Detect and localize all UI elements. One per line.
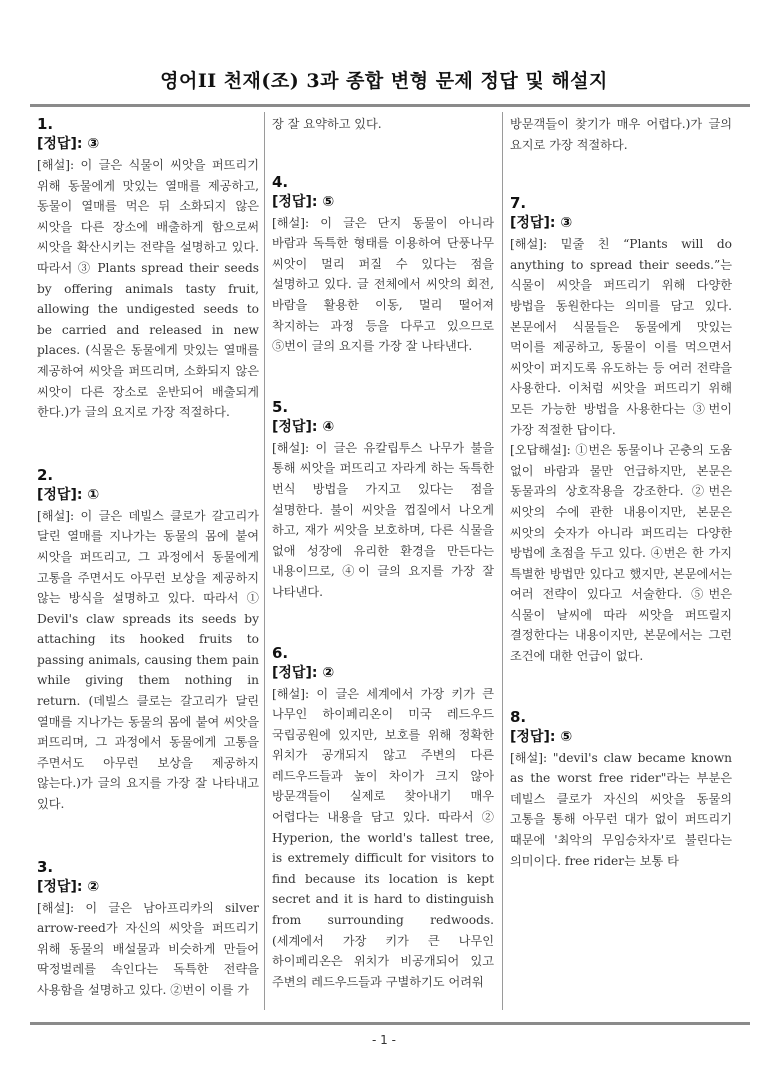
question-block [37,114,259,423]
bottom-rule [30,1022,750,1025]
explanation-text: [해설]: 밑줄 친 “Plants will do anything to spread their seeds.”는 식물이 씨앗을 퍼뜨리기 위해 다양한 방법을 동원한다는 의미를 담고 있다. 본문에서 식물들은 동물에게 맛있는 먹이를 제공하고, 동물이 이를 먹으면서 씨앗이 퍼지도록 유도하는 등 여러 전략을 사용한다. 이처럼 씨앗을 퍼뜨리기 위해 모든 가능한 방법을 사용한다는 ③번이 가장 적절한 답이다. [510,237,732,437]
answer-label: [정답]: ② [272,664,335,681]
question-block [272,397,494,603]
explanation-text: [해설]: 이 글은 유칼립투스 나무가 불을 통해 씨앗을 퍼뜨리고 자라게 하는 독특한 번식 방법을 가지고 있다는 점을 설명한다. 불이 씨앗을 껍질에서 나오게 하고, 재가 씨앗을 보호하며, 다른 식물을 없애 성장에 유리한 환경을 만든다는 내용이므로, ④이 글의 요지를 가장 잘 나타낸다. [272,440,494,599]
column-left [37,114,259,1001]
question-number: 4. [272,172,289,191]
wrong-answer-explanation: [오답해설]: ①번은 동물이나 곤충의 도움 없이 바람과 물만 언급하지만, 본문은 동물과의 상호작용을 강조한다. ②번은 씨앗의 수에 관한 내용이지만, 본문은 씨앗의 숫자가 아니라 퍼뜨리는 다양한 방법에 초점을 두고 있다. ④번은 한 가지 특별한 방법만 있다고 했지만, 본문에서는 여러 전략이 있다고 서술한다. ⑤번은 식물이 날씨에 따라 씨앗을 퍼뜨릴지 결정한다는 내용이지만, 본문에서는 그런 조건에 대한 언급이 없다. [510,443,732,664]
answer-label: [정답]: ③ [37,136,100,152]
page-title: 영어II 천재(조) 3과 종합 변형 문제 정답 및 해설지 [160,70,608,92]
answer-label: [정답]: ⑤ [510,728,573,745]
column-right [510,114,732,871]
question-number: 2. [37,465,54,484]
explanation-text: [해설]: 이 글은 식물이 씨앗을 퍼뜨리기 위해 동물에게 맛있는 열매를 제공하고, 동물이 열매를 먹은 뒤 소화되지 않은 씨앗을 다른 장소에 배출하게 함으로써 씨앗을 확산시키는 전략을 설명하고 있다. 따라서 ③ Plants spread their seeds by offering animals tasty fruit, allowing the undigested seeds to be carried and released in new places. (식물은 동물에게 맛있는 열매를 제공하여 씨앗을 퍼뜨리며, 소화되지 않은 씨앗이 다른 장소로 운반되어 배출되게 한다.)가 글의 요지로 가장 적절하다. [37,158,259,420]
question-block [272,172,494,357]
question-block [37,465,259,815]
column-middle [272,114,494,992]
answer-label: [정답]: ③ [510,215,573,232]
question-block [510,707,732,872]
top-rule [30,104,750,107]
question-number: 3. [37,857,54,876]
explanation-text: [해설]: 이 글은 남아프리카의 silver arrow-reed가 자신의 씨앗을 퍼뜨리기 위해 동물의 배설물과 비슷하게 만들어 딱정벌레를 속인다는 독특한 전략을 사용함을 설명하고 있다. ②번이 이를 가 [37,900,259,997]
question-block [37,857,259,1001]
question-number: 7. [510,194,527,213]
explanation-continued: 방문객들이 찾기가 매우 어렵다.)가 글의 요지로 가장 적절하다. [510,117,732,152]
explanation-text: [해설]: 이 글은 세계에서 가장 키가 큰 나무인 하이페리온이 미국 레드우드 국립공원에 있지만, 보호를 위해 정확한 위치가 공개되지 않고 주변의 다른 레드우드들과 높이 차이가 크지 않아 방문객들이 실제로 찾아내기 매우 어렵다는 내용을 담고 있다. 따라서 ② Hyperion, the world's tallest tree, is extremely difficult for visitors to find because its location is kept secret and it is hard to distinguish from surrounding redwoods. (세계에서 가장 키가 큰 나무인 하이페리온은 위치가 비공개되어 있고 주변의 레드우드들과 구별하기도 어려워 [272,686,494,989]
question-number: 1. [37,115,54,133]
answer-label: [정답]: ① [37,486,100,503]
continuation-spacer [272,114,494,135]
answer-label: [정답]: ② [37,878,100,895]
answer-label: [정답]: ⑤ [272,193,335,210]
explanation-continued: 장 잘 요약하고 있다. [272,117,382,131]
page-number: - 1 - [372,1033,396,1047]
question-number: 5. [272,397,289,416]
question-block [510,193,732,666]
explanation-text: [해설]: 이 글은 단지 동물이 아니라 바람과 독특한 형태를 이용하여 단풍나무 씨앗이 멀리 퍼질 수 있다는 점을 설명하고 있다. 글 전체에서 씨앗의 회전, 바람을 활용한 이동, 멀리 떨어져 착지하는 과정 등을 다루고 있으므로 ⑤번이 글의 요지를 가장 잘 나타낸다. [272,215,494,354]
question-block [272,643,494,993]
question-number: 8. [510,707,527,726]
explanation-text: [해설]: 이 글은 데빌스 클로가 갈고리가 달린 열매를 지나가는 동물의 몸에 붙여 씨앗을 퍼뜨리고, 그 과정에서 동물에게 고통을 주면서도 아무런 보상을 제공하지 않는 방식을 설명하고 있다. 따라서 ① Devil's claw spreads its seeds by attaching its hooked fruits to passing animals, causing them pain while giving them nothing in return. (데빌스 클로는 갈고리가 달린 열매를 지나가는 동물의 몸에 붙여 씨앗을 퍼뜨리며, 그 과정에서 동물에게 고통을 주면서도 아무런 보상을 제공하지 않는다.)가 글의 요지를 가장 잘 나타내고 있다. [37,508,259,812]
explanation-text: [해설]: "devil's claw became known as the worst free rider"라는 부분은 데빌스 클로가 자신의 씨앗을 동물의 고통을 통해 아무런 대가 없이 퍼뜨리기 때문에 '최악의 무임승차자'로 불린다는 의미이다. free rider는 보통 타 [510,750,732,868]
column-divider [264,112,265,1010]
column-divider [502,112,503,1010]
question-number: 6. [272,643,289,662]
answer-label: [정답]: ④ [272,418,335,435]
